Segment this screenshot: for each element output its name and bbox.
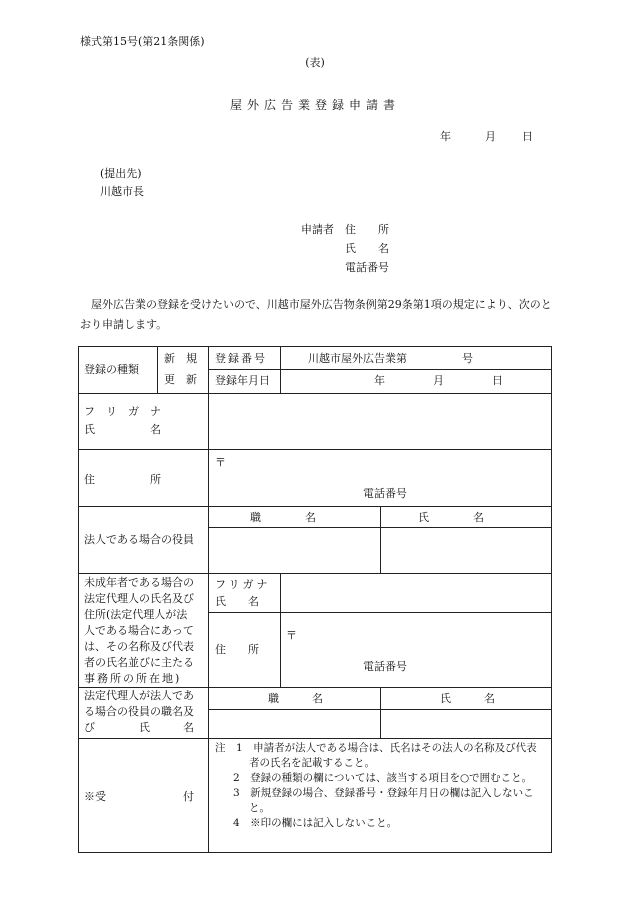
applicant-phone: 電話番号 [345,261,389,274]
applicant-name: 氏 名 [345,242,389,255]
reg-date-month: 月 [433,374,444,387]
minor-postal-mark: 〒 [286,629,297,642]
note-3: 3 新規登録の場合、登録番号・登録年月日の欄は記入しないこと。 [233,787,534,814]
address-phone-label: 電話番号 [363,487,407,500]
face-label: (表) [305,56,325,69]
date-year: 年 [440,130,451,143]
form-number: 様式第15号(第21条関係) [80,35,205,48]
postal-mark: 〒 [215,456,226,469]
reception-label: ※受 付 [84,790,194,803]
officers-label: 法人である場合の役員 [84,533,194,546]
name-field[interactable] [213,398,547,446]
date-line [440,128,533,144]
minor-furigana-label: フリガナ [215,578,271,591]
application-table: 登録の種類 新 規 更 新 登録番号 川越市屋外広告業第 号 登録年月日 年 月 日 フ リ ガ ナ 氏 名 住 所 〒 電話番号 法人である場合の役員 職 名 氏 名 未成年者である場合の 法定代理人の氏名及び 住所(法定代理人が法 人である場合にあって は、その名称及び代表 者の氏名並びに主たる 事務所の所在地) フリガナ 氏 名 住 所 〒 電話番号 法定代理人が法人であ る場合の役員の職名及 び 氏 名 職 名 氏 名 ※受 付 注 1 申請者が法人である場合は、氏名はその法人の名称及び代表者の氏名を記載すること。 2 登録の種類の欄については、該当する項目を○で囲むこと。 3 新規登録の場合、登録番号・登録年月日の欄は記入しないこと。 4 ※印の欄には記入しないこと。 [78,346,552,853]
note-1: 注 1 申請者が法人である場合は、氏名はその法人の名称及び代表者の氏名を記載すること。 [215,742,537,769]
reg-number-value: 川越市屋外広告業第 号 [308,352,473,365]
reg-date-year: 年 [374,374,385,387]
body-text: 屋外広告業の登録を受けたいので、川越市屋外広告物条例第29条第1項の規定により、次のとおり申請します。 [80,298,552,331]
applicant-address: 住 所 [345,223,389,236]
page-title: 屋外広告業登録申請書 [229,98,400,112]
reg-new-option[interactable]: 新 規 [164,352,197,365]
addressee-label: (提出先) [100,167,142,180]
date-day: 日 [522,130,533,143]
legal-position-header: 職 名 [268,692,323,705]
address-label: 住 所 [84,473,161,486]
reg-date-label: 登録年月日 [215,374,270,387]
applicant-prefix: 申請者 [301,223,334,236]
officers-position-header: 職 名 [250,511,316,524]
addressee-name: 川越市長 [100,185,144,198]
note-4: 4 ※印の欄には記入しないこと。 [233,817,398,829]
reg-renew-option[interactable]: 更 新 [164,373,197,386]
reg-type-label: 登録の種類 [84,363,139,376]
officers-name-header: 氏 名 [418,511,484,524]
legal-name-header: 氏 名 [440,692,495,705]
reg-date-day: 日 [492,374,503,387]
minor-name-label: 氏 名 [215,595,259,608]
minor-address-label: 住 所 [215,643,259,656]
furigana-label: フ リ ガ ナ [84,405,161,418]
notes [215,741,547,831]
note-2: 2 登録の種類の欄については、該当する項目を○で囲むこと。 [233,772,533,784]
minor-phone-label: 電話番号 [363,660,407,673]
date-month: 月 [485,130,496,143]
name-label: 氏 名 [84,423,161,436]
reg-number-label: 登録番号 [215,352,267,365]
